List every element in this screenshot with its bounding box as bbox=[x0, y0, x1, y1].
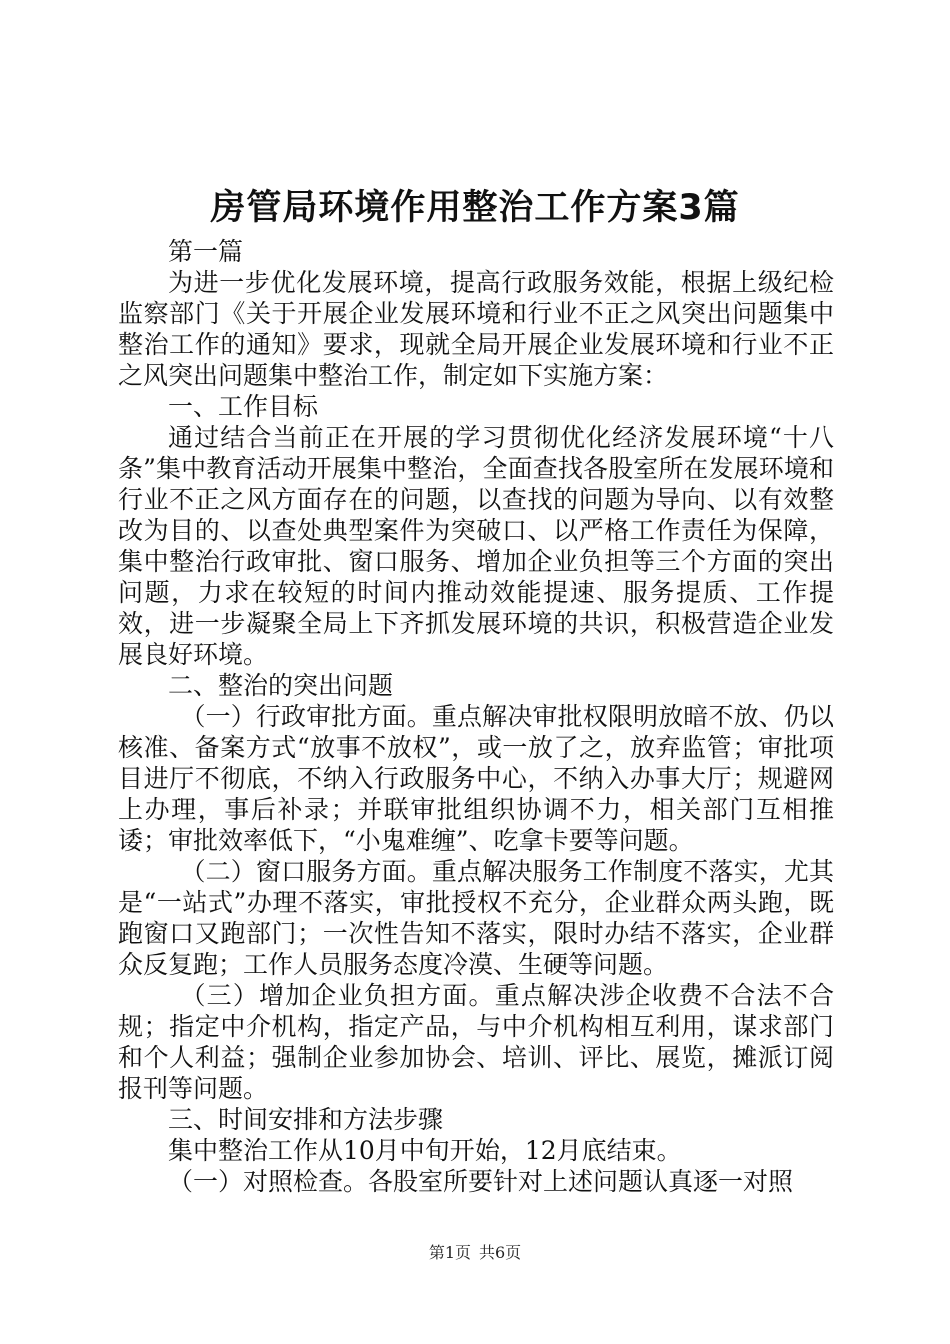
section-label: 第一篇 bbox=[168, 237, 244, 266]
document-title: 房管局环境作用整治工作方案3篇 bbox=[210, 188, 740, 228]
page-number: 第1页 bbox=[428, 1243, 471, 1262]
document-body bbox=[118, 236, 834, 1197]
heading-schedule: 三、时间安排和方法步骤 bbox=[168, 1105, 444, 1134]
page-total: 共6页 bbox=[479, 1243, 522, 1262]
intro-paragraph: 为进一步优化发展环境，提高行政服务效能，根据上级纪检监察部门《关于开展企业发展环境和行业不正之风突出问题集中整治工作的通知》要求，现就全局开展企业发展环境和行业不正之风突出问题集中整治工作，制定如下实施方案： bbox=[118, 268, 834, 390]
step-self-check: （一）对照检查。各股室所要针对上述问题认真逐一对照 bbox=[168, 1167, 794, 1196]
heading-work-goals: 一、工作目标 bbox=[168, 392, 319, 421]
problem-admin-approval: （一）行政审批方面。重点解决审批权限明放暗不放、仍以核准、备案方式“放事不放权”，或一放了之，放弃监管；审批项目进厅不彻底，不纳入行政服务中心，不纳入办事大厅；规避网上办理，事后补录；并联审批组织协调不力，相关部门互相推诿；审批效率低下，“小鬼难缠”、吃拿卡要等问题。 bbox=[118, 702, 834, 855]
page-footer bbox=[0, 1242, 950, 1264]
problem-enterprise-burden: （三）增加企业负担方面。重点解决涉企收费不合法不合规；指定中介机构，指定产品，与中介机构相互利用，谋求部门和个人利益；强制企业参加协会、培训、评比、展览，摊派订阅报刊等问题。 bbox=[118, 981, 834, 1103]
goals-paragraph: 通过结合当前正在开展的学习贯彻优化经济发展环境“十八条”集中教育活动开展集中整治，全面查找各股室所在发展环境和行业不正之风方面存在的问题，以查找的问题为导向、以有效整改为目的、以查处典型案件为突破口、以严格工作责任为保障，集中整治行政审批、窗口服务、增加企业负担等三个方面的突出问题，力求在较短的时间内推动效能提速、服务提质、工作提效，进一步凝聚全局上下齐抓发展环境的共识，积极营造企业发展良好环境。 bbox=[118, 423, 834, 669]
problem-window-service: （二）窗口服务方面。重点解决服务工作制度不落实，尤其是“一站式”办理不落实，审批授权不充分，企业群众两头跑，既跑窗口又跑部门；一次性告知不落实，限时办结不落实，企业群众反复跑；工作人员服务态度冷漠、生硬等问题。 bbox=[118, 857, 834, 979]
heading-problems: 二、整治的突出问题 bbox=[168, 671, 394, 700]
schedule-paragraph: 集中整治工作从10月中旬开始，12月底结束。 bbox=[168, 1136, 682, 1165]
